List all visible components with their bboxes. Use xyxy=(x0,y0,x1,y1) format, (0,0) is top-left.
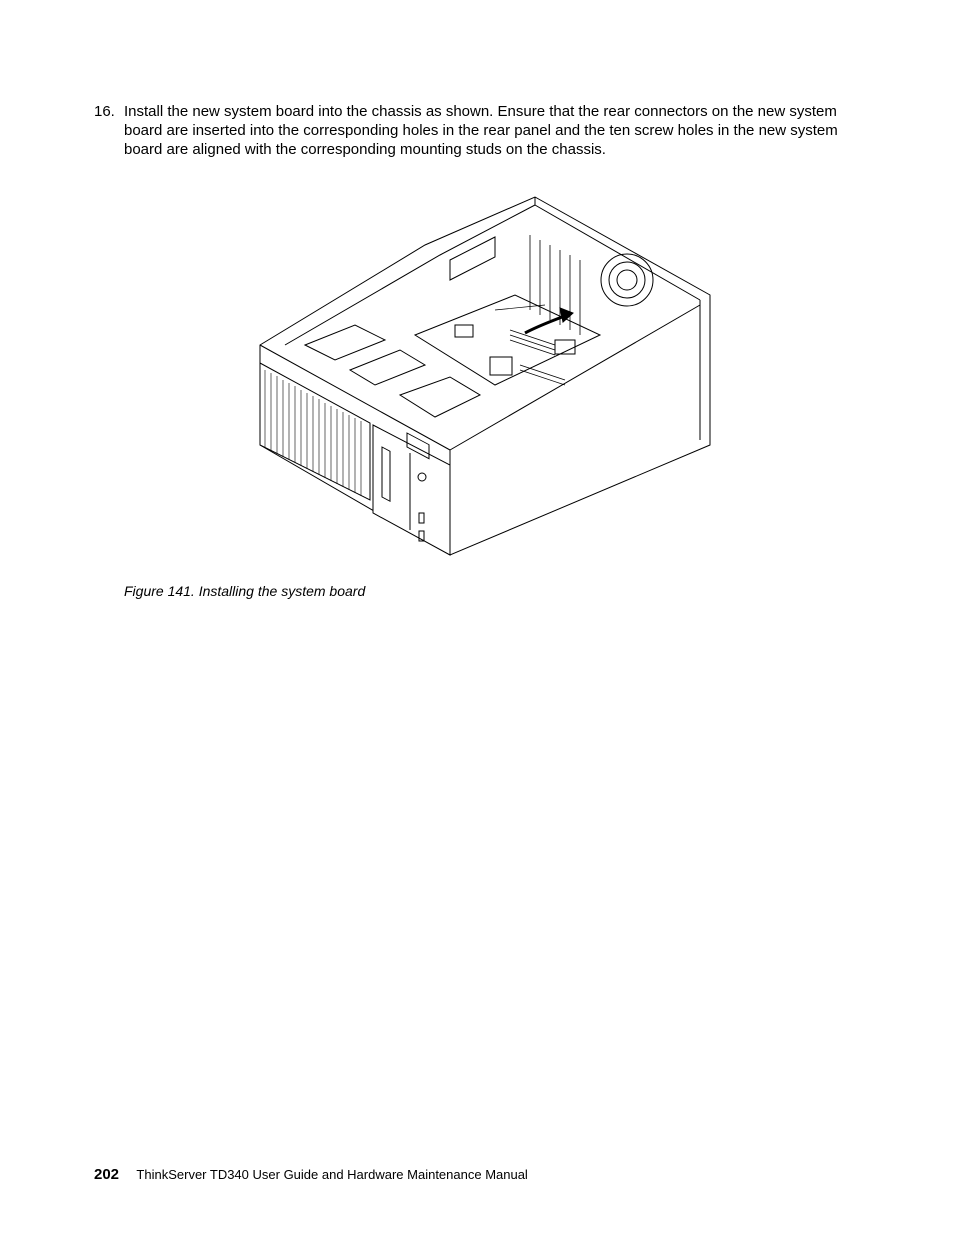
page-footer xyxy=(94,1166,528,1183)
manual-title: ThinkServer TD340 User Guide and Hardware Maintenance Manual xyxy=(136,1167,528,1182)
step-number: 16. xyxy=(94,103,115,120)
step-text: Install the new system board into the chassis as shown. Ensure that the rear connectors on the new system board are inserted into the corresponding holes in the rear panel and the ten screw holes in the new system board are aligned with the corresponding mounting studs on the chassis. xyxy=(124,103,838,158)
system-board-installation-illustration xyxy=(255,195,715,560)
figure-caption: Figure 141. Installing the system board xyxy=(124,583,366,599)
step-16 xyxy=(94,102,854,159)
page-number: 202 xyxy=(94,1166,120,1183)
